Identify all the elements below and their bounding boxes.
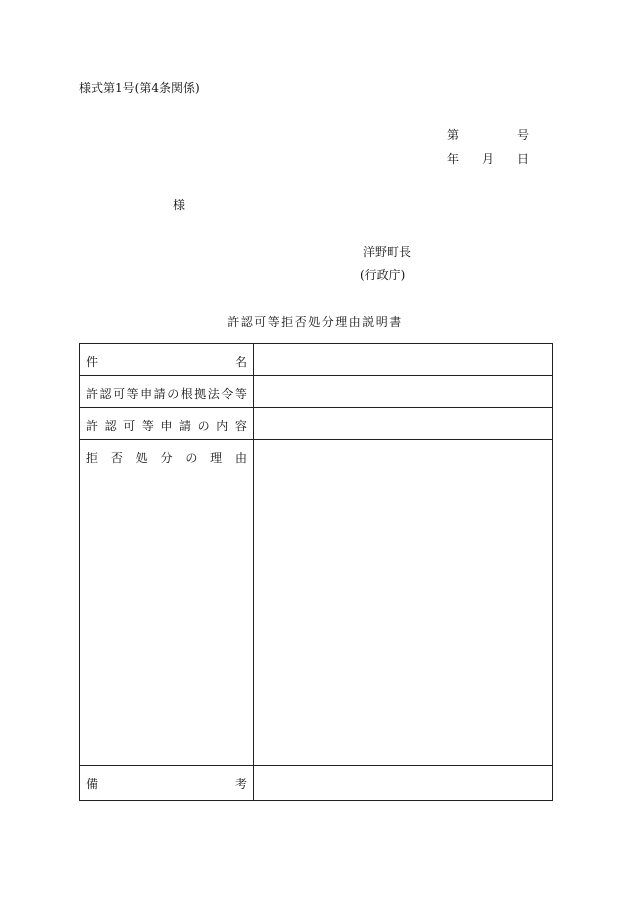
form-table [79,343,553,801]
issuer-title: 洋野町長 [363,245,412,259]
row-label-subject: 件 名 [80,344,254,376]
row-value-remarks[interactable] [254,766,553,801]
row-value-application-content[interactable] [254,408,553,440]
document-title: 許認可等拒否処分理由説明書 [227,315,403,329]
table-row [80,440,553,766]
table-row [80,376,553,408]
date-line [447,152,529,166]
row-value-subject[interactable] [254,344,553,376]
row-label-legal-basis: 許 認 可 等 申 請 の 根 拠 法 令 等 [80,376,254,408]
table-row [80,408,553,440]
date-year: 年 [447,152,460,166]
recipient-honorific: 様 [173,198,186,212]
issuer-org: (行政庁) [360,268,406,282]
row-label-remarks: 備 考 [80,766,254,801]
date-day: 日 [516,152,529,166]
row-label-application-content: 許 認 可 等 申 請 の 内 容 [80,408,254,440]
date-month: 月 [481,152,494,166]
document-number-line [447,128,529,142]
number-prefix: 第 [447,128,460,142]
table-row [80,344,553,376]
form-number: 様式第1号(第4条関係) [79,81,200,95]
number-suffix: 号 [516,128,529,142]
row-value-reason[interactable] [254,440,553,766]
row-label-reason: 拒 否 処 分 の 理 由 [80,440,254,766]
row-value-legal-basis[interactable] [254,376,553,408]
table-row [80,766,553,801]
